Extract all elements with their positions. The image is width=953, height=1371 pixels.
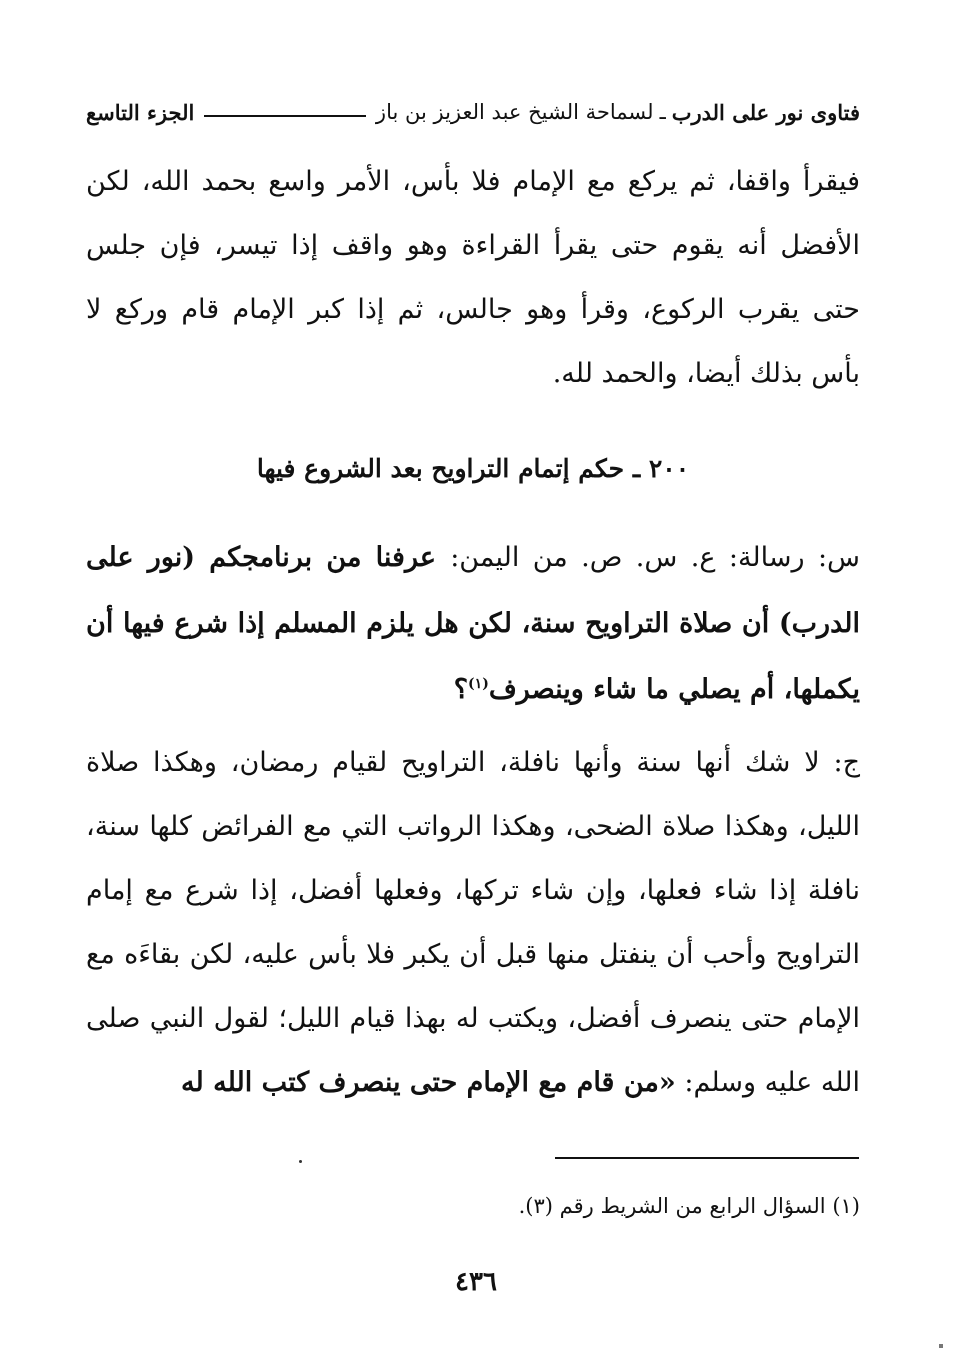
header-separator: ـ <box>659 100 666 124</box>
scan-mark <box>939 1344 943 1348</box>
header-rule <box>204 115 366 117</box>
series-title: فتاوى نور على الدرب <box>671 99 860 125</box>
footnote-reference[interactable]: (١) <box>468 676 489 692</box>
hadith-quote: «من قام مع الإمام حتى ينصرف كتب الله له <box>181 1067 676 1098</box>
footnote-text: (١) السؤال الرابع من الشريط رقم (٣). <box>518 1194 860 1218</box>
running-header <box>86 92 860 132</box>
question-paragraph <box>86 525 860 723</box>
intro-paragraph: فيقرأ واقفا، ثم يركع مع الإمام فلا بأس، الأمر واسع بحمد الله، لكن الأفضل أنه يقوم حتى يقرأ القراءة وهو واقف إذا تيسر، فإن جلس حتى يقرب الركوع، وقرأ وهو جالس، ثم إذا كبر الإمام قام وركع لا بأس بذلك أيضا، والحمد لله. <box>86 166 860 389</box>
question-lead: س: رسالة: ع. س. ص. من اليمن: <box>450 542 860 573</box>
header-author: لسماحة الشيخ عبد العزيز بن باز <box>375 100 654 124</box>
question-end: ؟ <box>453 674 469 705</box>
answer-paragraph <box>86 731 860 1115</box>
answer-body: ج: لا شك أنها سنة وأنها نافلة، التراويح لقيام رمضان، وهكذا صلاة الليل، وهكذا صلاة الضحى، وهكذا الرواتب التي مع الفرائض كلها سنة، نافلة إذا شاء فعلها، وإن شاء تركها، وفعلها أفضل، إذا شرع مع إمام التراويح وأحب أن ينفتل منها قبل أن يكبر فلا بأس عليه، لكن بقاءَه مع الإمام حتى ينصرف أفضل، ويكتب له بهذا قيام الليل؛ لقول النبي صلى الله عليه وسلم: <box>86 747 860 1098</box>
speck-mark <box>299 1160 302 1163</box>
section-heading: ٢٠٠ ـ حكم إتمام التراويح بعد الشروع فيها <box>256 454 690 483</box>
page-number: ٤٣٦ <box>455 1267 497 1297</box>
volume-label: الجزء التاسع <box>86 99 195 125</box>
question-body: عرفنا من برنامجكم (نور على الدرب) أن صلاة التراويح سنة، لكن هل يلزم المسلم إذا شرع فيها أن يكملها، أم يصلي ما شاء وينصرف <box>86 542 860 705</box>
footnote-divider <box>555 1157 859 1159</box>
header-title-group <box>376 100 860 125</box>
